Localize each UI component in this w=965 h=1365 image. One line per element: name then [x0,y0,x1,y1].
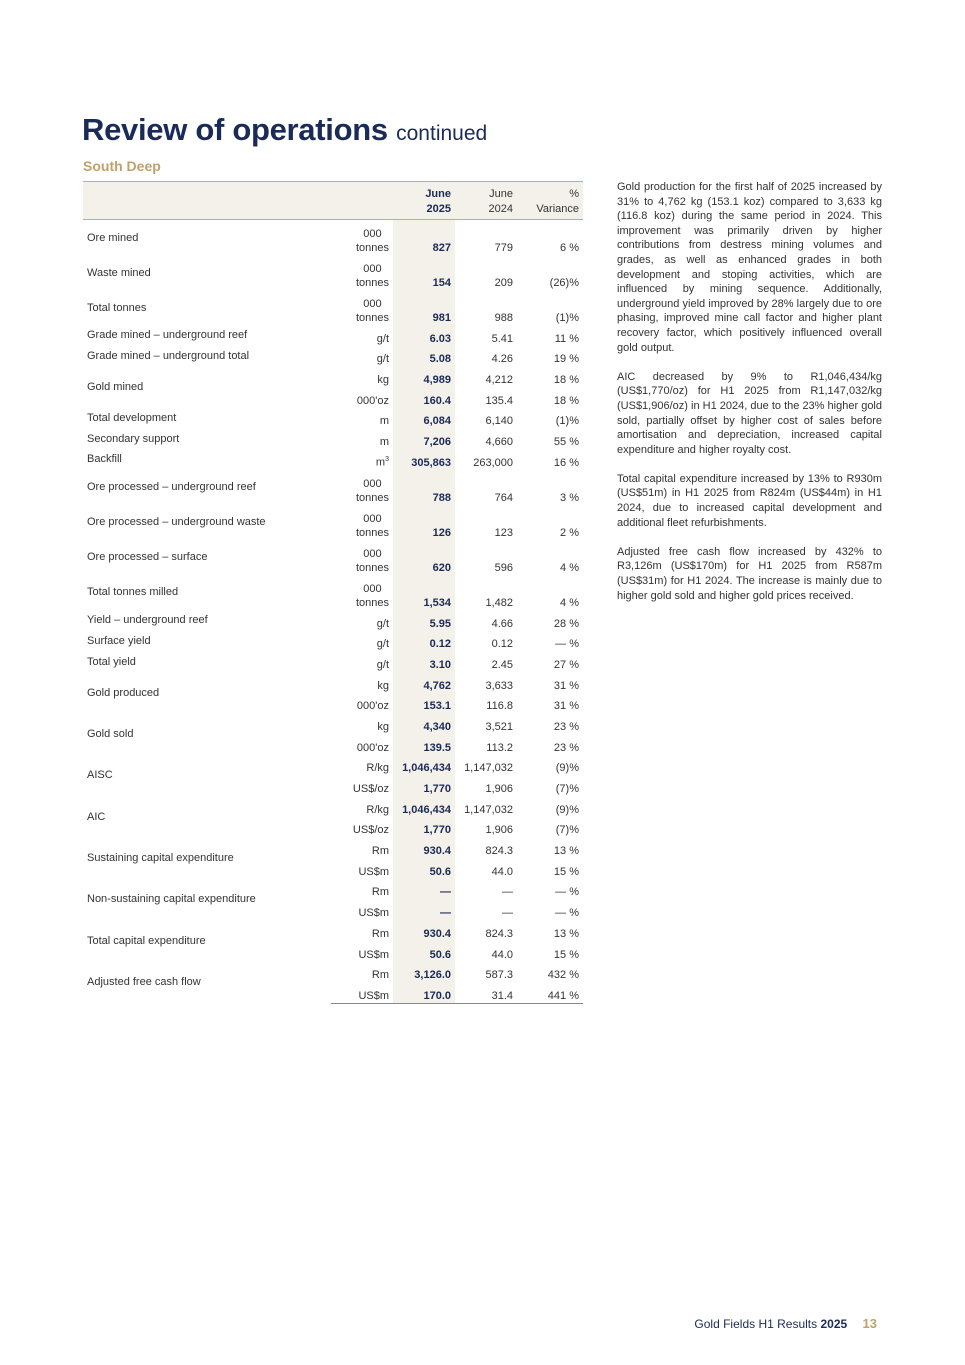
variance-value: 18 % [553,374,579,387]
variance-value: (26)% [549,277,579,289]
title-suffix: continued [396,122,488,145]
row-unit: 000 tonnes [355,477,389,504]
variance-value: 441 % [517,982,583,1003]
value-2025: 1,046,434 [393,796,455,817]
value-2025: 170.0 [393,982,455,1003]
value-2024: 1,906 [485,783,513,795]
table-row [83,540,583,575]
commentary-paragraph: Total capital expenditure increased by 13% to R930m (US$51m) in H1 2025 from R824m (US$44m) in H1 2024, due to increased capital development and additional fleet refurbishments. [617,472,882,529]
variance-value: 28 % [553,617,579,630]
value-2025: 50.6 [393,858,455,879]
row-unit: m [379,415,389,428]
june-2024-header: June 2024 [455,182,517,220]
variance-value: (9)% [555,803,579,816]
value-2024: 1,147,032 [464,803,513,816]
variance-value: — % [555,886,579,899]
value-2024: — [502,907,513,920]
row-label: Grade mined – underground reef [87,329,248,342]
variance-value: 18 % [553,394,579,407]
page-number: 13 [862,1316,877,1331]
value-2025: 3.10 [393,651,455,672]
value-2024: 4.66 [491,617,513,630]
variance-value: 2 % [560,526,579,539]
table-row [83,879,583,900]
table-header-row [83,182,583,220]
variance-value: 27 % [553,658,579,671]
value-2025: 4,762 [393,672,455,693]
row-unit: Rm [371,886,389,899]
variance-value: — % [555,638,579,651]
page-title [82,112,487,148]
row-unit: Rm [371,969,389,982]
value-2025: 930.4 [393,837,455,858]
row-unit: kg [377,679,389,692]
row-label: Total development [87,412,177,425]
variance-value: 31 % [553,679,579,692]
row-unit: 000 tonnes [355,228,389,254]
value-2024: 1,906 [485,824,513,837]
value-2025: — [393,899,455,920]
table-row [83,962,583,983]
row-unit: US$m [331,982,393,1003]
operations-table [83,181,583,1004]
value-2025: 3,126.0 [393,962,455,983]
row-unit: 000'oz [356,700,389,713]
variance-value: (9)% [555,762,579,775]
table-row [83,449,583,470]
row-label: Gold sold [87,727,134,740]
section-title: South Deep [83,158,161,174]
value-2024: 5.41 [491,332,513,345]
value-2024: 824.3 [485,927,513,940]
row-label: Ore processed – underground reef [87,481,256,494]
value-2024: 988 [494,312,513,324]
value-2024: 44.0 [491,865,513,878]
value-2025: 6,084 [393,408,455,429]
variance-value: 15 % [553,865,579,878]
value-2025: 1,770 [393,817,455,838]
unit-column-header [331,182,393,220]
row-unit: 000'oz [356,394,389,407]
page-footer [694,1316,877,1331]
commentary-paragraph: Adjusted free cash flow increased by 432% to R3,126m (US$170m) for H1 2025 from R587m (US$31m) for H1 2024. The increase is mainly due to higher gold sold and higher gold prices received. [617,545,882,602]
variance-value: 11 % [554,332,579,345]
variance-value: 15 % [553,948,579,961]
value-2024: 4,660 [485,436,513,449]
row-unit: US$/oz [352,783,389,795]
table-row [83,346,583,367]
variance-header: % Variance [517,182,583,220]
value-2025: 5.08 [393,346,455,367]
value-2024: 1,147,032 [464,762,513,775]
row-unit: 000'oz [356,741,389,754]
value-2024: 4,212 [485,374,513,387]
label-column-header [83,182,331,220]
table-row [83,610,583,631]
value-2025: 1,770 [393,775,455,796]
table-row [83,408,583,429]
variance-value: 13 % [553,927,579,940]
value-2025: 160.4 [393,387,455,408]
row-label: Secondary support [87,432,180,445]
row-unit: g/t [376,658,389,671]
row-unit: Rm [371,845,389,858]
value-2024: 764 [494,491,513,504]
value-2024: 113.2 [486,741,513,754]
row-unit: R/kg [366,762,389,775]
table-body [83,220,583,1004]
row-unit: g/t [376,332,389,345]
value-2024: 135.4 [485,394,513,407]
table-row [83,325,583,346]
variance-value: 13 % [553,845,579,858]
value-2025: 827 [393,220,455,256]
value-2025: 1,046,434 [393,755,455,776]
variance-value: 16 % [553,456,579,469]
footer-brand: Gold Fields H1 Results 2025 [694,1317,848,1331]
variance-value: — % [555,907,579,920]
commentary [617,180,882,618]
row-label: Total capital expenditure [87,934,206,947]
table-row [83,255,583,290]
table-row [83,505,583,540]
table-row [83,651,583,672]
value-2025: 930.4 [393,920,455,941]
row-label: Gold mined [87,381,144,394]
table-row [83,713,583,734]
value-2025: 981 [393,290,455,325]
variance-value: 19 % [553,353,579,366]
value-2024: 123 [494,526,513,539]
row-unit: m [379,436,389,449]
variance-value: 23 % [553,741,579,754]
variance-value: 6 % [560,242,579,254]
row-label: Ore mined [87,231,139,244]
value-2024: — [502,886,513,899]
variance-value: 55 % [553,436,579,449]
row-label: Sustaining capital expenditure [87,852,234,865]
row-unit: US$m [358,865,389,878]
variance-value: 23 % [553,720,579,733]
value-2024: 263,000 [473,456,513,469]
row-label: Waste mined [87,266,151,279]
row-unit: US$m [358,907,389,920]
value-2025: 50.6 [393,941,455,962]
value-2024: 596 [494,561,513,574]
row-label: Ore processed – surface [87,551,208,564]
row-unit: 000 tonnes [355,263,389,289]
table-row [83,920,583,941]
value-2025: — [393,879,455,900]
row-unit: US$/oz [352,824,389,837]
variance-value: 3 % [560,491,579,504]
value-2024: 209 [494,277,513,289]
value-2025: 0.12 [393,631,455,652]
june-2025-header: June 2025 [393,182,455,220]
value-2025: 154 [393,255,455,290]
row-unit: R/kg [366,803,389,816]
table-row [83,428,583,449]
value-2025: 126 [393,505,455,540]
table-row [83,755,583,776]
value-2025: 5.95 [393,610,455,631]
value-2024: 6,140 [485,415,513,428]
value-2024: 1,482 [485,596,513,609]
value-2024: 779 [494,242,513,254]
variance-value: 31 % [553,700,579,713]
value-2025: 7,206 [393,428,455,449]
row-unit: g/t [376,638,389,651]
table-row [83,470,583,505]
row-label: Ore processed – underground waste [87,516,266,529]
value-2025: 305,863 [393,449,455,470]
value-2025: 4,989 [393,366,455,387]
value-2025: 6.03 [393,325,455,346]
variance-value: 4 % [560,561,579,574]
title-main: Review of operations [82,112,388,147]
value-2025: 4,340 [393,713,455,734]
value-2025: 153.1 [393,693,455,714]
value-2024: 31.4 [455,982,517,1003]
variance-value: (1)% [555,312,579,324]
value-2025: 139.5 [393,734,455,755]
row-unit: 000 tonnes [355,547,389,574]
row-unit: US$m [358,948,389,961]
table-row [83,672,583,693]
variance-value: 4 % [560,596,579,609]
row-label: Adjusted free cash flow [87,976,201,989]
value-2025: 620 [393,540,455,575]
value-2024: 44.0 [491,948,513,961]
table-row [83,796,583,817]
row-label: Grade mined – underground total [87,350,250,363]
row-unit: 000 tonnes [355,512,389,539]
row-label: AISC [87,769,113,782]
row-unit: $m^3$ [375,456,389,469]
value-2024: 2.45 [491,658,513,671]
table-row [83,290,583,325]
value-2024: 4.26 [491,353,513,366]
table-row [83,366,583,387]
row-unit: kg [377,720,389,733]
table-row [83,837,583,858]
table-row [83,575,583,610]
variance-value: (1)% [555,415,579,428]
row-label: Backfill [87,453,122,466]
row-label: Total yield [87,655,136,668]
row-label: Total tonnes milled [87,586,179,599]
row-unit: kg [377,374,389,387]
value-2024: 0.12 [491,638,513,651]
row-unit: 000 tonnes [355,582,389,609]
value-2025: 1,534 [393,575,455,610]
variance-value: (7)% [555,824,579,837]
variance-value: 432 % [547,969,579,982]
row-label: Total tonnes [87,301,147,314]
row-label: Surface yield [87,634,151,647]
row-unit: 000 tonnes [355,298,389,324]
variance-value: (7)% [555,783,579,795]
value-2024: 116.8 [486,700,513,713]
row-label: Gold produced [87,686,160,699]
table-row [83,631,583,652]
row-label: AIC [87,810,106,823]
commentary-paragraph: AIC decreased by 9% to R1,046,434/kg (US$1,770/oz) for H1 2025 from R1,147,032/kg (US$1,906/oz) in H1 2024, due to the 23% higher gold sold, partially offset by higher cost of sales before amortisation and depreciation, increased capital expenditure and higher royalty cost. [617,370,882,456]
row-label: Yield – underground reef [87,614,208,627]
row-unit: g/t [376,617,389,630]
row-unit: g/t [376,353,389,366]
value-2024: 587.3 [485,969,513,982]
value-2024: 824.3 [485,845,513,858]
value-2024: 3,633 [485,679,513,692]
value-2024: 3,521 [485,720,513,733]
value-2025: 788 [393,470,455,505]
row-label: Non-sustaining capital expenditure [87,893,256,906]
table-row [83,220,583,256]
row-unit: Rm [371,927,389,940]
commentary-paragraph: Gold production for the first half of 2025 increased by 31% to 4,762 kg (153.1 koz) compared to 3,633 kg (116.8 koz) during the same period in 2024. This improvement was primarily driven by higher contributions from destress mining volumes and grades, as well as enhanced grades in both development and stoping activities, which are influenced by mining sequence. Additionally, underground yield improved by 28% largely due to ore phasing, improved mine call factor and higher plant recovery factor, which positively influenced overall gold output. [617,181,882,354]
